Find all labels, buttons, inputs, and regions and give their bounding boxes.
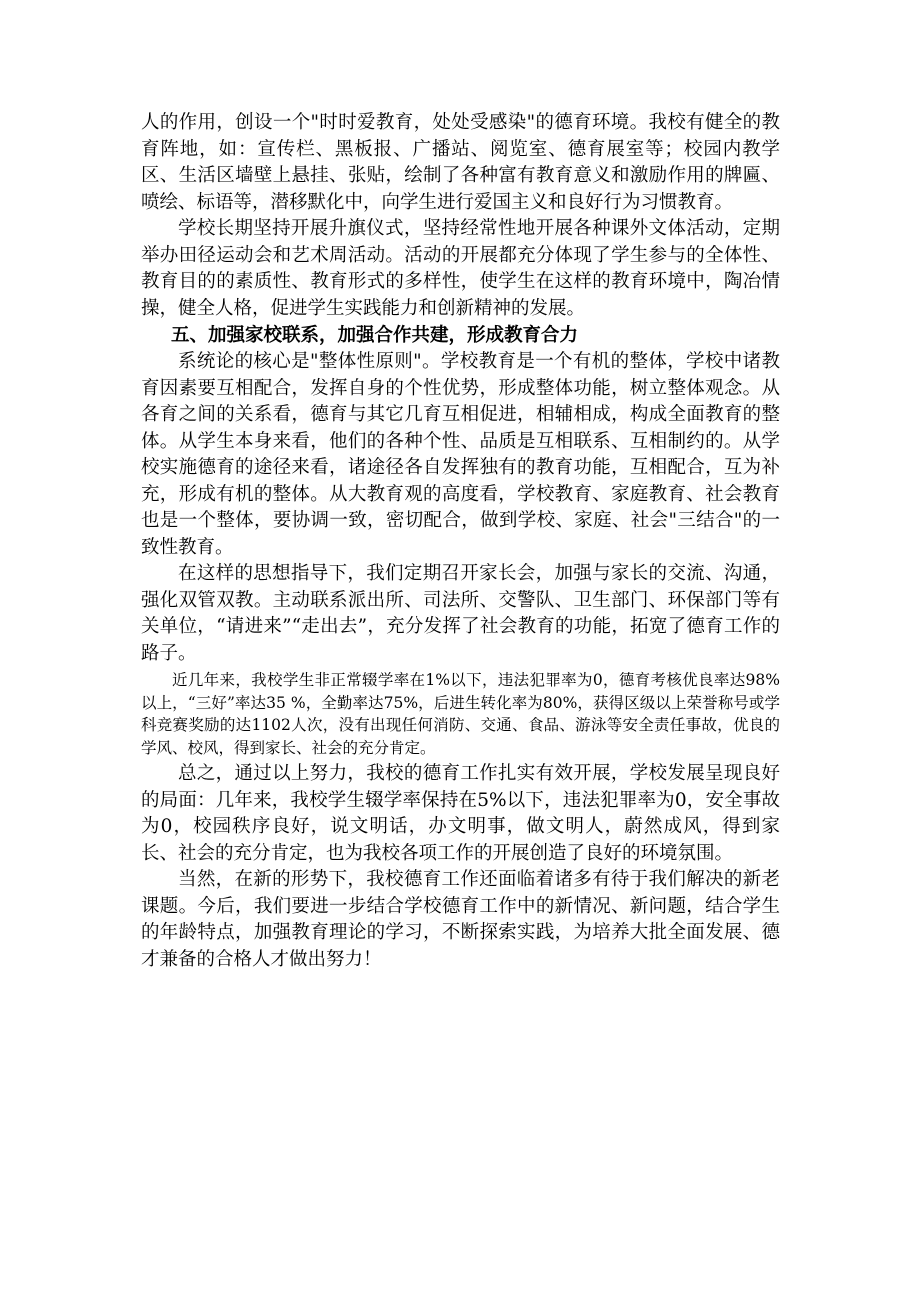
paragraph-systems-theory: 系统论的核心是"整体性原则"。学校教育是一个有机的整体，学校中诸教育因素要互相配合，发挥自身的个性优势，形成整体功能，树立整体观念。从各育之间的关系看，德育与其它几育互相促进，相辅相成，构成全面教育的整体。从学生本身来看，他们的各种个性、品质是互相联系、互相制约的。从学校实施德育的途径来看，诸途径各自发挥独有的教育功能，互相配合，互为补充，形成有机的整体。从大教育观的高度看，学校教育、家庭教育、社会教育也是一个整体，要协调一致，密切配合，做到学校、家庭、社会"三结合"的一致性教育。 (141, 351, 780, 558)
paragraph-conclusion: 当然，在新的形势下，我校德育工作还面临着诸多有待于我们解决的新老课题。今后，我们要进一步结合学校德育工作中的新情况、新问题，结合学生的年龄特点，加强教育理论的学习，不断探索实践，为培养大批全面发展、德才兼备的合格人才做出努力！ (141, 869, 780, 970)
paragraph-education-environment: 人的作用，创设一个"时时爱教育，处处受感染"的德育环境。我校有健全的教育阵地，如：宣传栏、黑板报、广播站、阅览室、德育展室等；校园内教学区、生活区墙壁上悬挂、张贴，绘制了各种富有教育意义和激励作用的牌匾、喷绘、标语等，潜移默化中，向学生进行爱国主义和良好行为习惯教育。 (141, 112, 780, 213)
paragraph-school-activities: 学校长期坚持开展升旗仪式，坚持经常性地开展各种课外文体活动，定期举办田径运动会和艺术周活动。活动的开展都充分体现了学生参与的全体性、教育目的的素质性、教育形式的多样性，使学生在这样的教育环境中，陶冶情操，健全人格，促进学生实践能力和创新精神的发展。 (141, 218, 780, 319)
section-heading-five: 五、加强家校联系，加强合作共建，形成教育合力 (171, 325, 579, 346)
paragraph-recent-statistics: 近几年来，我校学生非正常辍学率在1%以下，违法犯罪率为0，德育考核优良率达98%以上，“三好”率达35 %，全勤率达75%，后进生转化率为80%，获得区级以上荣誉称号或学科竞赛奖励的达1102人次，没有出现任何消防、交通、食品、游泳等安全责任事故，优良的学风、校风，得到家长、社会的充分肯定。 (141, 671, 780, 757)
document-page (141, 110, 780, 973)
paragraph-parent-communication: 在这样的思想指导下，我们定期召开家长会，加强与家长的交流、沟通，强化双管双教。主动联系派出所、司法所、交警队、卫生部门、环保部门等有关单位，“请进来”“走出去”，充分发挥了社会教育的功能，拓宽了德育工作的路子。 (141, 563, 780, 664)
paragraph-summary: 总之，通过以上努力，我校的德育工作扎实有效开展，学校发展呈现良好的局面：几年来，我校学生辍学率保持在5%以下，违法犯罪率为0，安全事故为0，校园秩序良好，说文明话，办文明事，做文明人，蔚然成风，得到家长、社会的充分肯定，也为我校各项工作的开展创造了良好的环境氛围。 (141, 763, 780, 864)
